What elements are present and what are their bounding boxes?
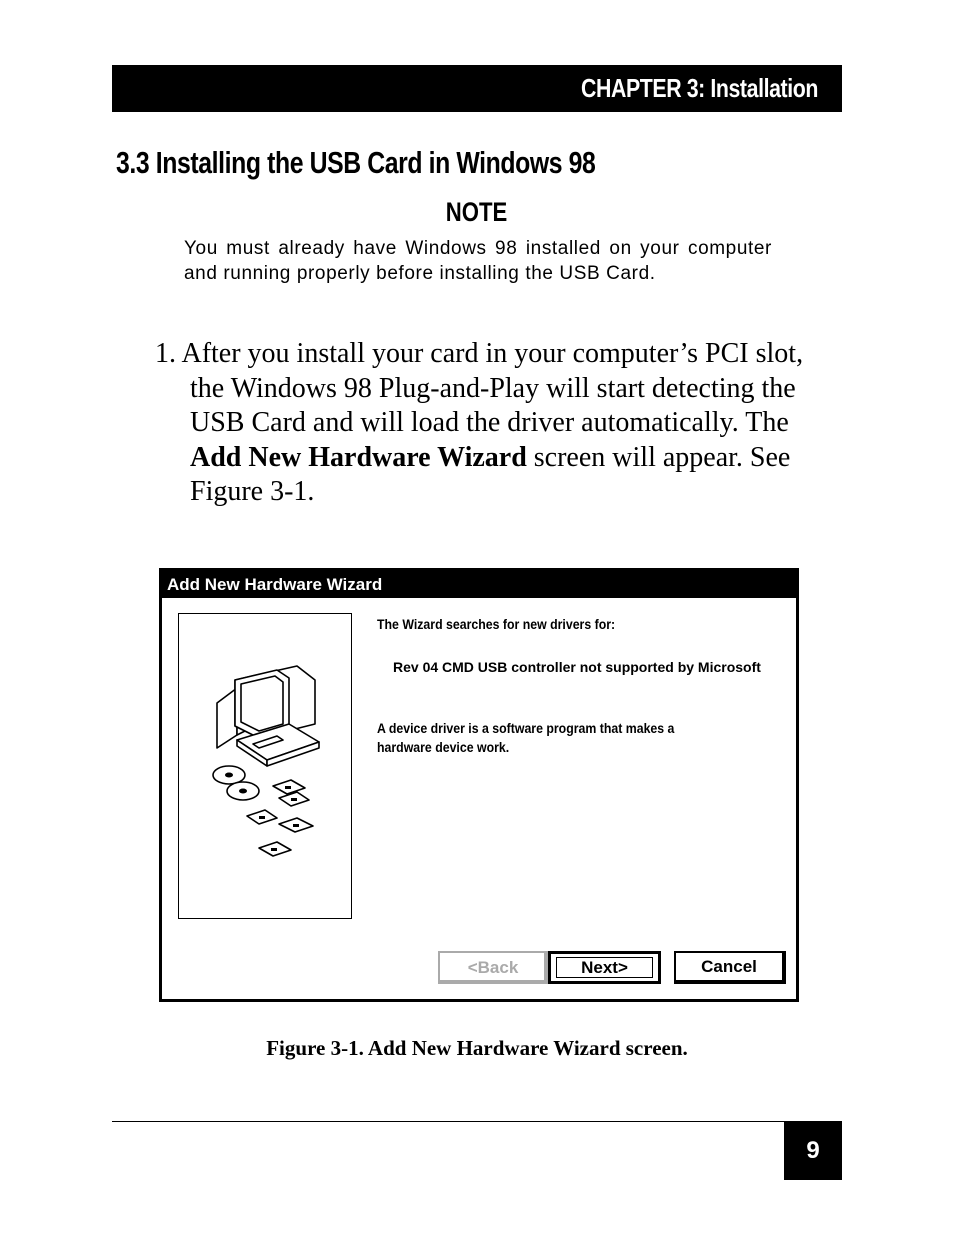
next-button[interactable]: [548, 951, 661, 984]
chapter-title: CHAPTER 3: Installation: [581, 73, 818, 103]
computer-with-disks-icon: [179, 614, 351, 918]
back-button[interactable]: <Back: [438, 951, 548, 984]
step-text-after: screen will appear. See Figure 3-1.: [190, 441, 791, 507]
add-hardware-wizard-dialog: [159, 568, 799, 1002]
note-heading-text: NOTE: [446, 197, 508, 227]
section-title: 3.3 Installing the USB Card in Windows 98: [116, 145, 596, 180]
step-bold-wizard-name: Add New Hardware Wizard: [190, 441, 527, 473]
figure-caption: Figure 3-1. Add New Hardware Wizard screen.: [266, 1036, 688, 1060]
wizard-search-label: The Wizard searches for new drivers for:: [377, 616, 616, 632]
note-heading: [0, 197, 954, 228]
footer-rule: [112, 1121, 842, 1122]
dialog-title-bar: Add New Hardware Wizard: [162, 571, 796, 598]
note-body: You must already have Windows 98 installed on your computer and running properly before installing the USB Card.: [184, 238, 772, 284]
wizard-illustration-panel: [178, 613, 352, 919]
step-text-before: After you install your card in your computer’s PCI slot, the Windows 98 Plug-and-Play will start detecting the USB Card and will load the driver automatically. The: [181, 338, 804, 438]
driver-description: A device driver is a software program that makes a hardware device work.: [377, 720, 675, 755]
next-button-label: Next>: [556, 957, 653, 978]
page-number: 9: [784, 1121, 842, 1180]
step-number: 1.: [155, 338, 176, 369]
device-name: Rev 04 CMD USB controller not supported by Microsoft: [393, 659, 761, 675]
cancel-button[interactable]: Cancel: [674, 951, 786, 984]
chapter-header-bar: [112, 65, 842, 112]
step-1-paragraph: [155, 337, 825, 510]
